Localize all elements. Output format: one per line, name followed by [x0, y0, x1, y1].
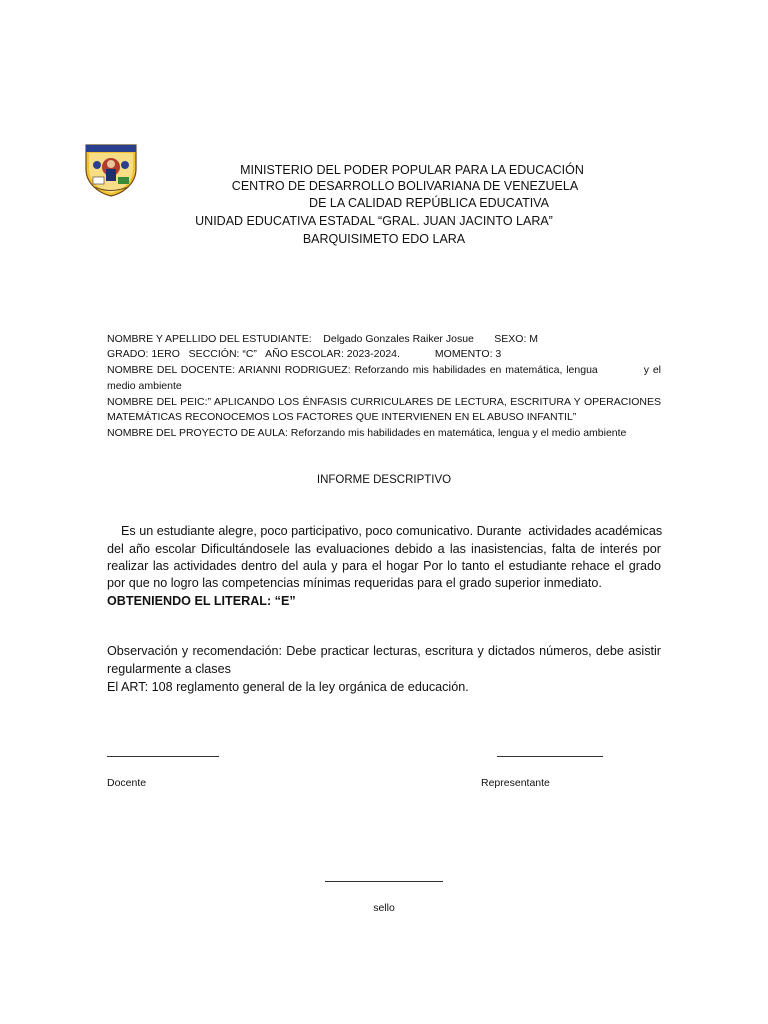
seal-line	[325, 881, 443, 882]
report-title: INFORME DESCRIPTIVO	[316, 474, 452, 486]
seal-label: sello	[373, 902, 395, 914]
peic-line-continued: MATEMÁTICAS RECONOCEMOS LOS FACTORES QUE INTERVIENEN EN EL ABUSO INFANTIL”	[107, 411, 577, 423]
student-name-line: NOMBRE Y APELLIDO DEL ESTUDIANTE: Delgado Gonzales Raiker Josue SEXO: M	[107, 333, 539, 345]
report-body-line-4: por que no logro las competencias mínimas requeridas para el grado superior inmediato.	[107, 576, 602, 590]
header-quality: DE LA CALIDAD REPÚBLICA EDUCATIVA	[309, 196, 549, 210]
teacher-label: Docente	[107, 777, 147, 789]
observation-line-1: Observación y recomendación: Debe practicar lecturas, escritura y dictados números, debe asistir	[107, 644, 661, 658]
observation-line-2: regularmente a clases	[107, 662, 231, 676]
teacher-line: NOMBRE DEL DOCENTE: ARIANNI RODRIGUEZ: Reforzando mis habilidades en matemática, lengua y el	[107, 364, 661, 376]
teacher-line-continued: medio ambiente	[107, 380, 182, 392]
report-body-line-3: realizar las actividades dentro del aula y para el hogar Por lo tanto el estudiante rehace el grado	[107, 559, 661, 573]
header-school-name: UNIDAD EDUCATIVA ESTADAL “GRAL. JUAN JACINTO LARA”	[195, 214, 553, 228]
peic-line: NOMBRE DEL PEIC:” APLICANDO LOS ÉNFASIS CURRICULARES DE LECTURA, ESCRITURA Y OPERACIONES	[107, 396, 661, 408]
report-body-line-1: Es un estudiante alegre, poco participativo, poco comunicativo. Durante actividades académicas	[107, 524, 663, 538]
header-city: BARQUISIMETO EDO LARA	[302, 232, 466, 246]
header-ministry: MINISTERIO DEL PODER POPULAR PARA LA EDUCACIÓN	[240, 163, 584, 177]
representative-signature-line	[497, 756, 603, 757]
teacher-signature-line	[107, 756, 219, 757]
header-center: CENTRO DE DESARROLLO BOLIVARIANA DE VENEZUELA	[231, 179, 579, 193]
grade-section-line: GRADO: 1ERO SECCIÓN: “C” AÑO ESCOLAR: 2023-2024. MOMENTO: 3	[107, 348, 502, 360]
representative-label: Representante	[481, 777, 550, 789]
literal-grade: OBTENIENDO EL LITERAL: “E”	[107, 594, 296, 608]
report-body-line-2: del año escolar Dificultándosele las evaluaciones debido a las inasistencias, falta de interés por	[107, 542, 661, 556]
class-project-line: NOMBRE DEL PROYECTO DE AULA: Reforzando mis habilidades en matemática, lengua y el medio ambiente	[107, 427, 627, 439]
article-reference: El ART: 108 reglamento general de la ley orgánica de educación.	[107, 680, 469, 694]
